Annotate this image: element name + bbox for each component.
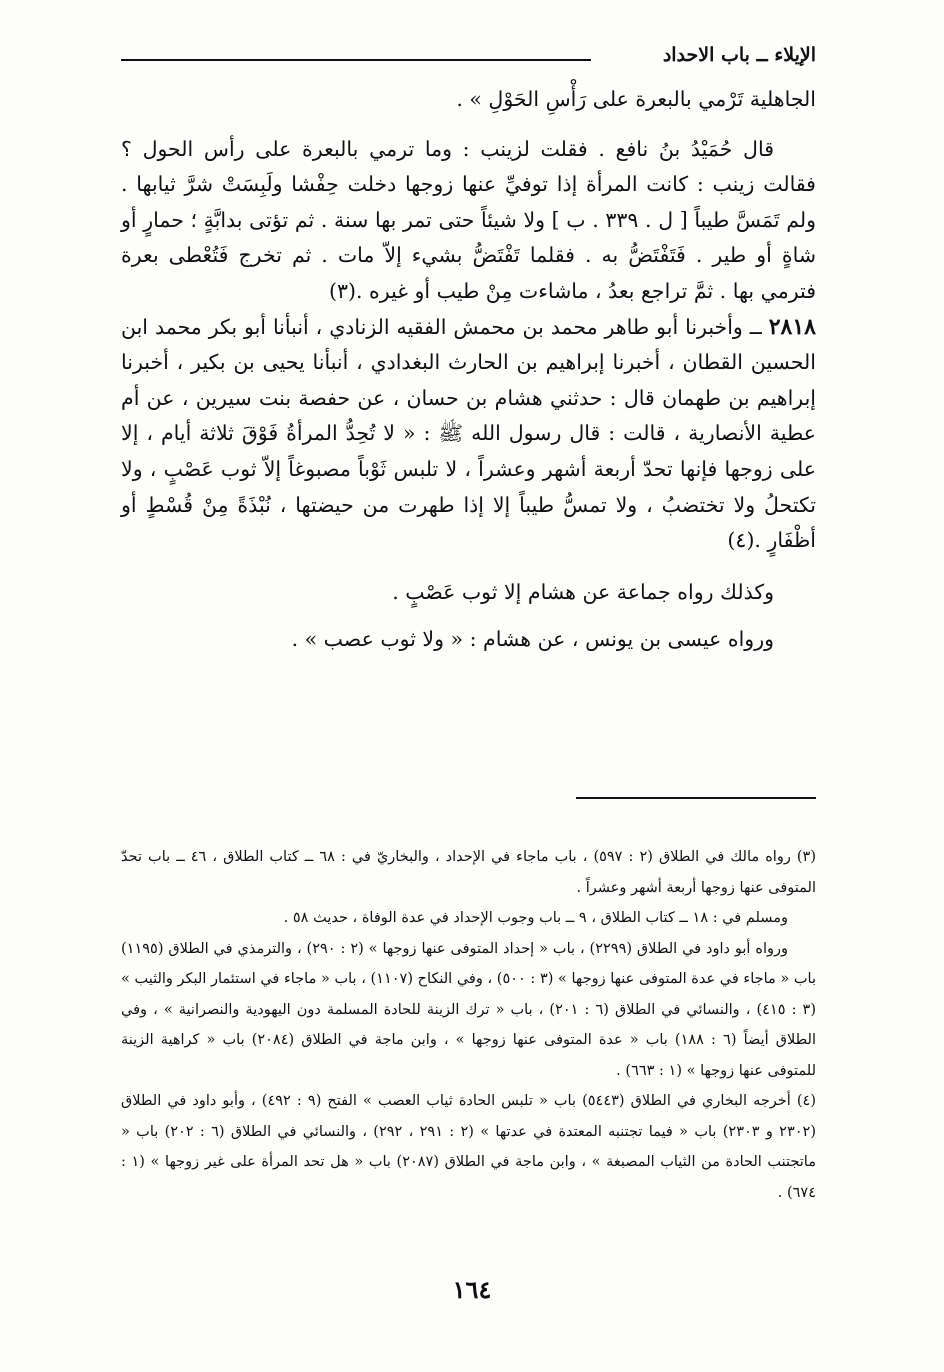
footnotes — [121, 842, 816, 1208]
footnote-separator — [576, 797, 816, 799]
page-number: ١٦٤ — [452, 1275, 492, 1304]
hadith-text: ــ وأخبرنا أبو طاهر محمد بن محمش الفقيه الزنادي ، أنبأنا أبو بكر محمد ابن الحسين القطان ، أخبرنا إبراهيم بن الحارث البغدادي ، أنبأنا يحيى بن بكير ، أخبرنا إبراهيم بن طهمان قال : حدثني هشام بن حسان ، عن حفصة بنت سيرين ، عن أم عطية الأنصارية ، قالت : قال رسول الله ﷺ : « لا تُحِدُّ المرأةُ فَوْقَ ثلاثة أيام ، إلا على زوجها فإنها تحدّ أربعة أشهر وعشراً ، لا تلبس ثَوْباً مصبوغاً إلاّ ثوب عَصْبٍ ، ولا تكتحلُ ولا تختضبُ ، ولا تمسُّ طيباً إلا إذا طهرت من حيضتها ، نُبْذَةً مِنْ قُسْطٍ أو أظْفَارٍ .(٤) — [121, 314, 816, 553]
footnote-3-muslim: ومسلم في : ١٨ ــ كتاب الطلاق ، ٩ ــ باب وجوب الإحداد في عدة الوفاة ، حديث ٥٨ . — [283, 910, 788, 926]
paragraph-riwaya-1: وكذلك رواه جماعة عن هشام إلا ثوب عَصْبٍ . — [392, 579, 774, 604]
page-header — [121, 42, 816, 82]
paragraph-riwaya-2: ورواه عيسى بن يونس ، عن هشام : « ولا ثوب عصب » . — [291, 627, 774, 652]
footnote-4: (٤) أخرجه البخاري في الطلاق (٥٤٤٣) باب « تلبس الحادة ثياب العصب » الفتح (٩ : ٤٩٢) ، وأبو داود في الطلاق (٢٣٠٢ و ٢٣٠٣) باب « فيما تجتنبه المعتدة في عدتها » (٢ : ٢٩١ ، ٢٩٢) ، والنسائي في الطلاق (٦ : ٢٠٢) باب « ماتجتنب الحادة من الثياب المصبغة » ، وابن ماجة في الطلاق (٢٠٨٧) باب « هل تحد المرأة على غير زوجها » (١ : ٦٧٤) . — [121, 1093, 816, 1201]
paragraph-continuation: الجاهلية تَرْمي بالبعرة على رَأْسِ الحَوْلِ » . — [456, 87, 816, 111]
footnote-3: (٣) رواه مالك في الطلاق (٢ : ٥٩٧) ، باب ماجاء في الإحداد ، والبخاريّ في : ٦٨ ــ كتاب الطلاق ، ٤٦ ــ باب تحدّ المتوفى عنها زوجها أربعة أشهر وعشراً . — [121, 849, 816, 896]
running-title: الإيلاء ــ باب الاحداد — [662, 44, 816, 66]
paragraph-hadith — [121, 310, 816, 559]
hadith-number: ٢٨١٨ — [768, 313, 816, 340]
main-text — [121, 82, 816, 658]
header-rule — [121, 59, 591, 61]
footnote-3-abudawud: ورواه أبو داود في الطلاق (٢٢٩٩) ، باب « إحداد المتوفى عنها زوجها » (٢ : ٢٩٠) ، والترمذي في الطلاق (١١٩٥) باب « ماجاء في عدة المتوفى عنها زوجها » (٣ : ٥٠٠) ، وفي النكاح (١١٠٧) ، باب « ماجاء في استئمار البكر والثيب » (٣ : ٤١٥) ، والنسائي في الطلاق (٦ : ٢٠١) ، باب « ترك الزينة للحادة المسلمة دون اليهودية والنصرانية » ، وفي الطلاق أيضاً (٦ : ١٨٨) باب « عدة المتوفى عنها زوجها » ، وابن ماجة في الطلاق (٢٠٨٤) باب « كراهية الزينة للمتوفى عنها زوجها » (١ : ٦٦٣) . — [121, 940, 816, 1079]
paragraph-humaid: قال حُمَيْدُ بنُ نافع . فقلت لزينب : وما ترمي بالبعرة على رأس الحول ؟ فقالت زينب : كانت المرأة إذا توفيِّ عنها زوجها دخلت حِفْشا ولَبِسَتْ شرَّ ثيابها . ولم تَمَسَّ طيباً [ ل . ٣٣٩ . ب ] ولا شيئاً حتى تمر بها سنة . ثم تؤتى بدابَّةٍ ؛ حمارٍ أو شاةٍ أو طير . فَتَفْتَضُّ به . فقلما تَفْتَضُّ بشيء إلاّ مات . ثم تخرج فَتُعْطى بعرة فترمي بها . ثمَّ تراجع بعدُ ، ماشاءت مِنْ طيب أو غيره .(٣) — [121, 136, 816, 303]
